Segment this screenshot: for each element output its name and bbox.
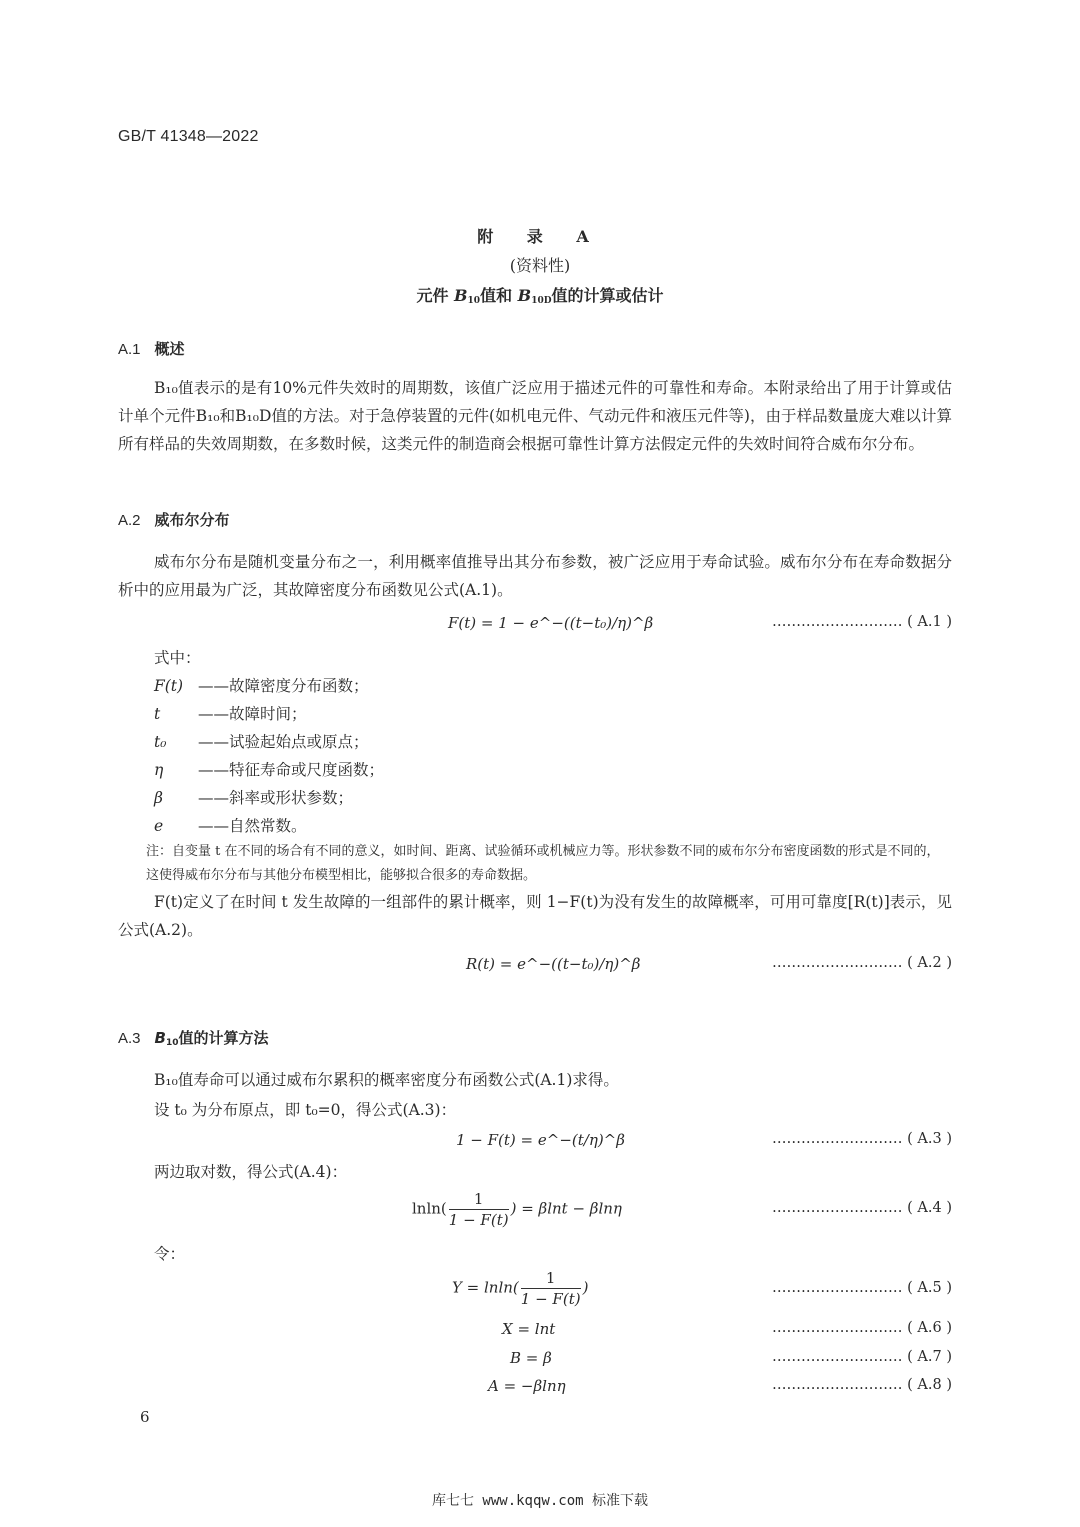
equation-a2-number: ……………………… ( A.2 ) <box>772 955 952 971</box>
section-a3-paragraph-3: 两边取对数，得公式(A.4)： <box>154 1163 348 1181</box>
annex-type: (资料性) <box>509 256 571 275</box>
equation-a8: A = −βlnη <box>488 1377 566 1395</box>
section-a1-heading: A.1 概述 <box>118 340 185 358</box>
section-a3-paragraph-2: 设 t₀ 为分布原点，即 t₀=0，得公式(A.3)： <box>154 1101 457 1119</box>
page-number: 6 <box>140 1408 150 1426</box>
section-a3-heading: A.3 $B_{10}$值的计算方法 <box>118 1029 269 1048</box>
footer-watermark: 库七七 www.kqqw.com 标准下载 <box>431 1493 648 1509</box>
equation-a3-number: ……………………… ( A.3 ) <box>772 1131 952 1147</box>
equation-a4-number: ……………………… ( A.4 ) <box>772 1200 952 1216</box>
symbol-row: t₀ ——试验起始点或原点； <box>154 733 369 751</box>
section-a2-heading: A.2 威布尔分布 <box>118 511 230 529</box>
equation-a6-number: ……………………… ( A.6 ) <box>772 1320 952 1336</box>
equation-a7: B = β <box>510 1349 552 1367</box>
symbol-row: t ——故障时间； <box>154 705 307 723</box>
standard-number: GB/T 41348—2022 <box>118 128 259 145</box>
annex-subject: 元件 $B_{10}$值和 $B_{10D}$值的计算或估计 <box>416 286 664 306</box>
symbol-row: β ——斜率或形状参数； <box>154 789 354 807</box>
section-a2-paragraph-2: F(t)定义了在时间 t 发生故障的一组部件的累计概率，则 1−F(t)为没有发生的故障概率，可用可靠度[R(t)]表示，见公式(A.2)。 <box>118 893 952 939</box>
equation-a3: 1 − F(t) = e^−(t/η)^β <box>456 1131 625 1149</box>
symbol-row: η ——特征寿命或尺度函数； <box>154 761 385 779</box>
equation-a7-number: ……………………… ( A.7 ) <box>772 1349 952 1365</box>
equation-a6: X = lnt <box>502 1320 556 1338</box>
equation-a8-number: ……………………… ( A.8 ) <box>772 1377 952 1393</box>
symbol-row: F(t) ——故障密度分布函数； <box>154 677 369 695</box>
equation-a5-number: ……………………… ( A.5 ) <box>772 1280 952 1296</box>
annex-title: 附 录 A <box>477 227 603 246</box>
symbol-row: e ——自然常数。 <box>154 817 307 835</box>
equation-a1-number: ……………………… ( A.1 ) <box>772 614 952 630</box>
section-a3-paragraph-4: 令： <box>154 1245 186 1263</box>
section-a1-paragraph: B₁₀值表示的是有10%元件失效时的周期数，该值广泛应用于描述元件的可靠性和寿命。本附录给出了用于计算或估计单个元件B₁₀和B₁₀D值的方法。对于急停装置的元件(如机电元件、气动元件和液压元件等)，由于样品数量庞大难以计算所有样品的失效周期数，在多数时候，这类元件的制造商会根据可靠性计算方法假定元件的失效时间符合威布尔分布。 <box>118 379 952 453</box>
equation-a5: Y = lnln( $\frac{1}{1 - F(t)}$ ) <box>452 1269 589 1308</box>
where-label: 式中： <box>154 649 201 667</box>
section-a2-paragraph: 威布尔分布是随机变量分布之一，利用概率值推导出其分布参数，被广泛应用于寿命试验。威布尔分布在寿命数据分析中的应用最为广泛，其故障密度分布函数见公式(A.1)。 <box>118 553 952 599</box>
section-a3-paragraph-1: B₁₀值寿命可以通过威布尔累积的概率密度分布函数公式(A.1)求得。 <box>154 1071 619 1089</box>
equation-a2: R(t) = e^−((t−t₀)/η)^β <box>466 955 641 973</box>
equation-a4: lnln( $\frac{1}{1 - F(t)}$ ) = βlnt − βlnη <box>412 1190 622 1229</box>
equation-a1: F(t) = 1 − e^−((t−t₀)/η)^β <box>448 614 654 632</box>
note: 注：自变量 t 在不同的场合有不同的意义，如时间、距离、试验循环或机械应力等。形状参数不同的威布尔分布密度函数的形式是不同的，这使得威布尔分布与其他分布模型相比，能够拟合很多的寿命数据。 <box>146 844 940 883</box>
